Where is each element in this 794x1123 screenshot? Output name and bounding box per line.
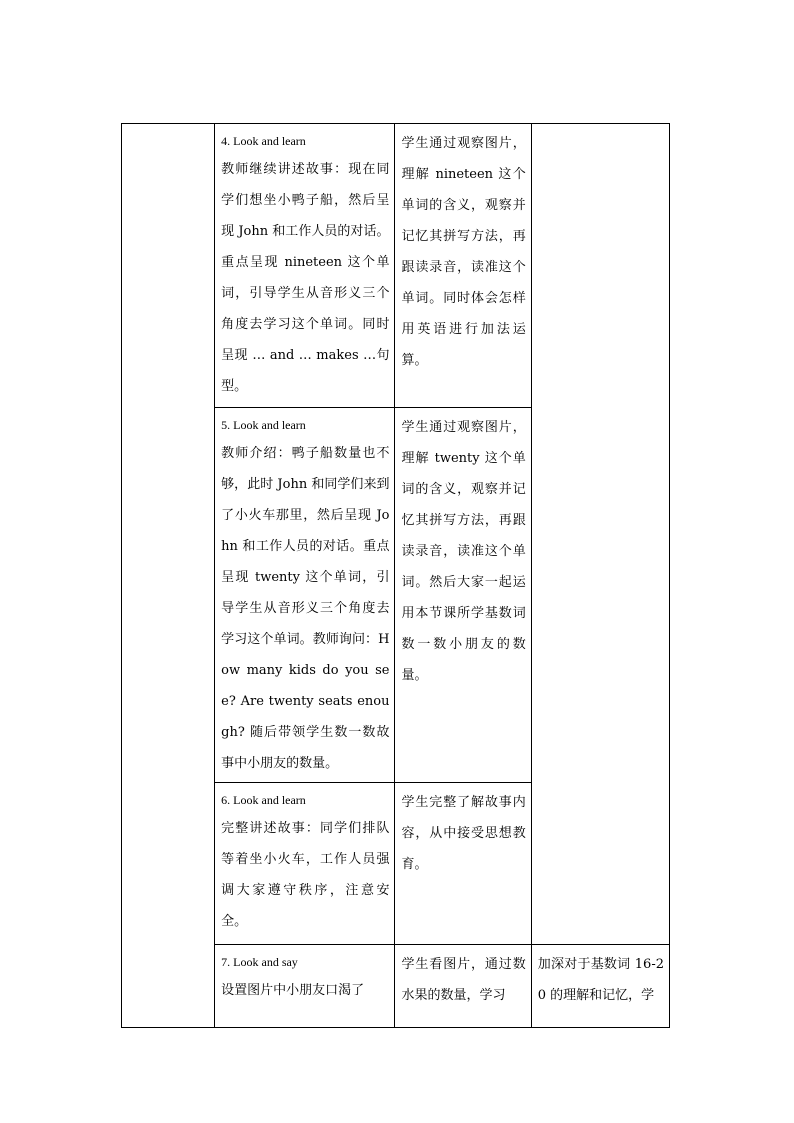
teacher-activity-text: 设置图片中小朋友口渴了 [221,983,365,998]
teacher-activity-cell [215,783,395,945]
student-activity-text: 学生完整了解故事内容，从中接受思想教育。 [401,795,526,872]
teacher-activity-text: 完整讲述故事：同学们排队等着坐小火车，工作人员强调大家遵守秩序，注意安全。 [221,821,390,929]
stage-cell [122,124,215,1028]
purpose-cell [531,124,669,945]
teacher-activity-cell [215,124,395,408]
student-activity-cell [395,124,531,408]
step-heading: 5. Look and learn [221,418,306,432]
student-activity-text: 学生看图片，通过数水果的数量，学习 [401,957,526,1003]
teacher-activity-cell [215,945,395,1028]
purpose-text: 加深对于基数词 16-20 的理解和记忆，学 [537,957,664,1003]
teacher-activity-text: 教师继续讲述故事：现在同学们想坐小鸭子船，然后呈现 John 和工作人员的对话。重点呈现 nineteen 这个单词，引导学生从音形义三个角度去学习这个单词。同时呈现 … and … makes …句型。 [221,162,390,394]
student-activity-cell [395,408,531,783]
teacher-activity-text: 教师介绍：鸭子船数量也不够，此时 John 和同学们来到了小火车那里，然后呈现 John 和工作人员的对话。重点呈现 twenty 这个单词，引导学生从音形义三个角度去学习这个单词。教师询问：How many kids do you see? Are twenty seats enough? 随后带领学生数一数故事中小朋友的数量。 [221,446,390,771]
student-activity-text: 学生通过观察图片，理解 nineteen 这个单词的含义，观察并记忆其拼写方法，再跟读录音，读准这个单词。同时体会怎样用英语进行加法运算。 [401,136,526,368]
table-row [122,124,670,408]
step-heading: 6. Look and learn [221,793,306,807]
student-activity-cell [395,945,531,1028]
student-activity-cell [395,783,531,945]
purpose-cell [531,945,669,1028]
lesson-plan-table [121,123,670,1028]
step-heading: 4. Look and learn [221,134,306,148]
step-heading: 7. Look and say [221,955,298,969]
teacher-activity-cell [215,408,395,783]
student-activity-text: 学生通过观察图片，理解 twenty 这个单词的含义，观察并记忆其拼写方法，再跟读录音，读准这个单词。然后大家一起运用本节课所学基数词数一数小朋友的数量。 [401,420,526,683]
